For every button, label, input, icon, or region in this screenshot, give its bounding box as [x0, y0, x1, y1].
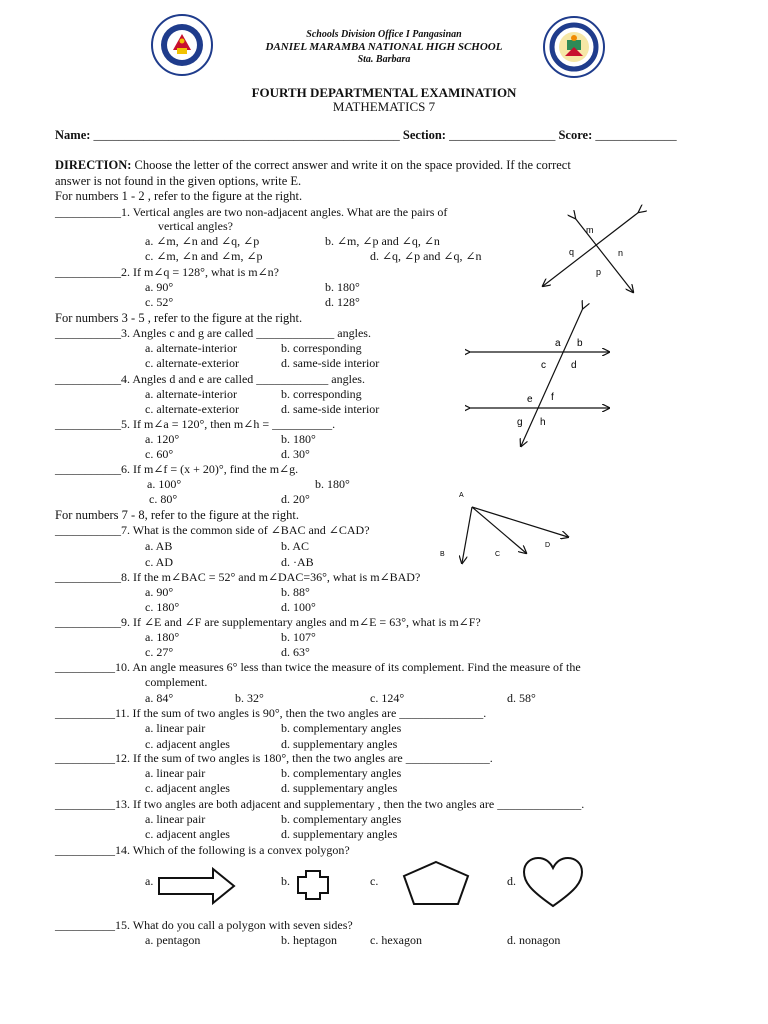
q7-option-a[interactable]: a. AB — [145, 539, 173, 553]
section-label: Section: — [402, 128, 446, 142]
direction-label: DIRECTION: — [55, 158, 132, 172]
q2-option-c[interactable]: c. 52° — [145, 295, 174, 309]
q4-option-a[interactable]: a. alternate-interior — [145, 387, 237, 401]
fig2-label-b: b — [577, 338, 583, 349]
q5-option-c[interactable]: c. 60° — [145, 447, 174, 461]
q11-option-c[interactable]: c. adjacent angles — [145, 737, 230, 751]
q1-stem: ___________1. Vertical angles are two non-adjacent angles. What are the pairs of — [55, 205, 448, 219]
fig1-label-q: q — [569, 247, 575, 257]
q9-option-a[interactable]: a. 180° — [145, 630, 180, 644]
fig3-label-a: A — [459, 492, 464, 499]
q12-option-b[interactable]: b. complementary angles — [281, 766, 402, 780]
q1-option-d[interactable]: d. ∠q, ∠p and ∠q, ∠n — [370, 249, 482, 263]
direction-text-2: answer is not found in the given options, write E. — [55, 174, 302, 188]
q13-option-c[interactable]: c. adjacent angles — [145, 827, 230, 841]
q14-option-c-label[interactable]: c. — [370, 874, 379, 888]
fig2-label-e: e — [527, 394, 533, 405]
group-2-note: For numbers 3 - 5 , refer to the figure at the right. — [55, 311, 303, 325]
q5-option-a[interactable]: a. 120° — [145, 432, 180, 446]
q12-option-d[interactable]: d. supplementary angles — [281, 781, 398, 795]
name-row — [55, 128, 677, 143]
group-3-note: For numbers 7 - 8, refer to the figure at the right. — [55, 508, 300, 522]
q10-stem-2: complement. — [145, 675, 208, 689]
q10-option-c[interactable]: c. 124° — [370, 691, 405, 705]
q13-option-d[interactable]: d. supplementary angles — [281, 827, 398, 841]
fig1-label-m: m — [586, 225, 594, 235]
q8-option-d[interactable]: d. 100° — [281, 600, 316, 614]
q4-stem: ___________4. Angles d and e are called ____________ angles. — [55, 372, 365, 386]
exam-title: FOURTH DEPARTMENTAL EXAMINATION — [251, 85, 517, 100]
fig2-label-d: d — [571, 360, 577, 371]
q9-option-d[interactable]: d. 63° — [281, 645, 310, 659]
school-name: DANIEL MARAMBA NATIONAL HIGH SCHOOL — [265, 41, 503, 53]
q5-stem: ___________5. If m∠a = 120°, then m∠h = __________. — [55, 417, 336, 431]
q12-option-a[interactable]: a. linear pair — [145, 766, 206, 780]
q1-option-c[interactable]: c. ∠m, ∠n and ∠m, ∠p — [145, 249, 263, 263]
fig3-label-c: C — [495, 551, 501, 558]
q3-option-c[interactable]: c. alternate-exterior — [145, 356, 239, 370]
score-field[interactable]: _____________ — [595, 128, 677, 142]
transversal-figure — [465, 300, 615, 450]
fig3-label-b: B — [440, 551, 445, 558]
q7-stem: ___________7. What is the common side of ∠BAC and ∠CAD? — [55, 523, 370, 537]
q4-option-c[interactable]: c. alternate-exterior — [145, 402, 239, 416]
q8-option-b[interactable]: b. 88° — [281, 585, 310, 599]
direction-text-1: Choose the letter of the correct answer and write it on the space provided. If the correct — [131, 158, 571, 172]
q9-option-b[interactable]: b. 107° — [281, 630, 316, 644]
q4-option-b[interactable]: b. corresponding — [281, 387, 362, 401]
fig1-label-p: p — [596, 267, 602, 277]
q15-option-c[interactable]: c. hexagon — [370, 933, 422, 947]
q6-option-a[interactable]: a. 100° — [147, 477, 182, 491]
q12-stem: __________12. If the sum of two angles is 180°, then the two angles are ______________. — [55, 751, 493, 765]
cross-shape-icon[interactable] — [293, 866, 333, 904]
q8-option-c[interactable]: c. 180° — [145, 600, 180, 614]
q6-option-b[interactable]: b. 180° — [315, 477, 350, 491]
fig1-label-n: n — [618, 248, 624, 258]
q7-option-d[interactable]: d. ·AB — [281, 555, 314, 569]
q14-option-a-label[interactable]: a. — [145, 874, 154, 888]
q15-stem: __________15. What do you call a polygon with seven sides? — [55, 918, 353, 932]
q9-option-c[interactable]: c. 27° — [145, 645, 174, 659]
q6-stem: ___________6. If m∠f = (x + 20)°, find the m∠g. — [55, 462, 299, 476]
group-1-note: For numbers 1 - 2 , refer to the figure at the right. — [55, 189, 303, 203]
q10-stem: __________10. An angle measures 6° less than twice the measure of its complement. Find the measure of the — [55, 660, 581, 674]
q11-option-d[interactable]: d. supplementary angles — [281, 737, 398, 751]
q8-stem: ___________8. If the m∠BAC = 52° and m∠DAC=36°, what is m∠BAD? — [55, 570, 421, 584]
fig2-label-h: h — [540, 417, 546, 428]
q3-option-b[interactable]: b. corresponding — [281, 341, 362, 355]
q3-option-a[interactable]: a. alternate-interior — [145, 341, 237, 355]
q5-option-d[interactable]: d. 30° — [281, 447, 310, 461]
name-field[interactable]: _________________________________________________ — [93, 128, 400, 142]
q12-option-c[interactable]: c. adjacent angles — [145, 781, 230, 795]
vertical-angles-figure — [525, 200, 655, 300]
q4-option-d[interactable]: d. same-side interior — [281, 402, 380, 416]
fig2-label-c: c — [541, 360, 546, 371]
fig2-label-f: f — [551, 392, 554, 403]
q10-option-d[interactable]: d. 58° — [507, 691, 536, 705]
q5-option-b[interactable]: b. 180° — [281, 432, 316, 446]
pentagon-shape-icon[interactable] — [400, 858, 472, 908]
q3-option-d[interactable]: d. same-side interior — [281, 356, 380, 370]
score-label: Score: — [558, 128, 593, 142]
arrow-shape-icon[interactable] — [157, 866, 237, 906]
fig2-label-a: a — [555, 338, 561, 349]
q1-stem-2: vertical angles? — [158, 219, 233, 233]
q10-option-a[interactable]: a. 84° — [145, 691, 174, 705]
q13-stem: __________13. If two angles are both adjacent and supplementary , then the two angles are ______________. — [55, 797, 585, 811]
q13-option-b[interactable]: b. complementary angles — [281, 812, 402, 826]
q15-option-b[interactable]: b. heptagon — [281, 933, 337, 947]
q15-option-d[interactable]: d. nonagon — [507, 933, 561, 947]
heart-shape-icon[interactable] — [520, 854, 586, 910]
angle-rays-figure — [430, 485, 575, 570]
q1-option-b[interactable]: b. ∠m, ∠p and ∠q, ∠n — [325, 234, 440, 248]
q1-option-a[interactable]: a. ∠m, ∠n and ∠q, ∠p — [145, 234, 260, 248]
q8-option-a[interactable]: a. 90° — [145, 585, 174, 599]
section-field[interactable]: _________________ — [449, 128, 556, 142]
q9-stem: ___________9. If ∠E and ∠F are supplementary angles and m∠E = 63°, what is m∠F? — [55, 615, 481, 629]
q11-option-a[interactable]: a. linear pair — [145, 721, 206, 735]
q15-option-a[interactable]: a. pentagon — [145, 933, 201, 947]
q11-stem: __________11. If the sum of two angles is 90°, then the two angles are ______________. — [55, 706, 487, 720]
q14-option-b-label[interactable]: b. — [281, 874, 290, 888]
name-label: Name: — [55, 128, 91, 142]
q11-option-b[interactable]: b. complementary angles — [281, 721, 402, 735]
q7-option-b[interactable]: b. AC — [281, 539, 310, 553]
q14-stem: __________14. Which of the following is a convex polygon? — [55, 843, 350, 857]
q2-stem: ___________2. If m∠q = 128°, what is m∠n? — [55, 265, 279, 279]
fig3-label-d: D — [545, 542, 551, 549]
division-office: Schools Division Office I Pangasinan — [306, 29, 462, 40]
q2-option-d[interactable]: d. 128° — [325, 295, 360, 309]
q2-option-a[interactable]: a. 90° — [145, 280, 174, 294]
school-town: Sta. Barbara — [357, 54, 411, 65]
q14-option-d-label[interactable]: d. — [507, 874, 516, 888]
subject: MATHEMATICS 7 — [332, 99, 436, 114]
q6-option-d[interactable]: d. 20° — [281, 492, 310, 506]
fig2-label-g: g — [517, 417, 523, 428]
q10-option-b[interactable]: b. 32° — [235, 691, 264, 705]
q6-option-c[interactable]: c. 80° — [149, 492, 178, 506]
q3-stem: ___________3. Angles c and g are called _____________ angles. — [55, 326, 371, 340]
direction — [55, 158, 571, 173]
q7-option-c[interactable]: c. AD — [145, 555, 173, 569]
q2-option-b[interactable]: b. 180° — [325, 280, 360, 294]
q13-option-a[interactable]: a. linear pair — [145, 812, 206, 826]
